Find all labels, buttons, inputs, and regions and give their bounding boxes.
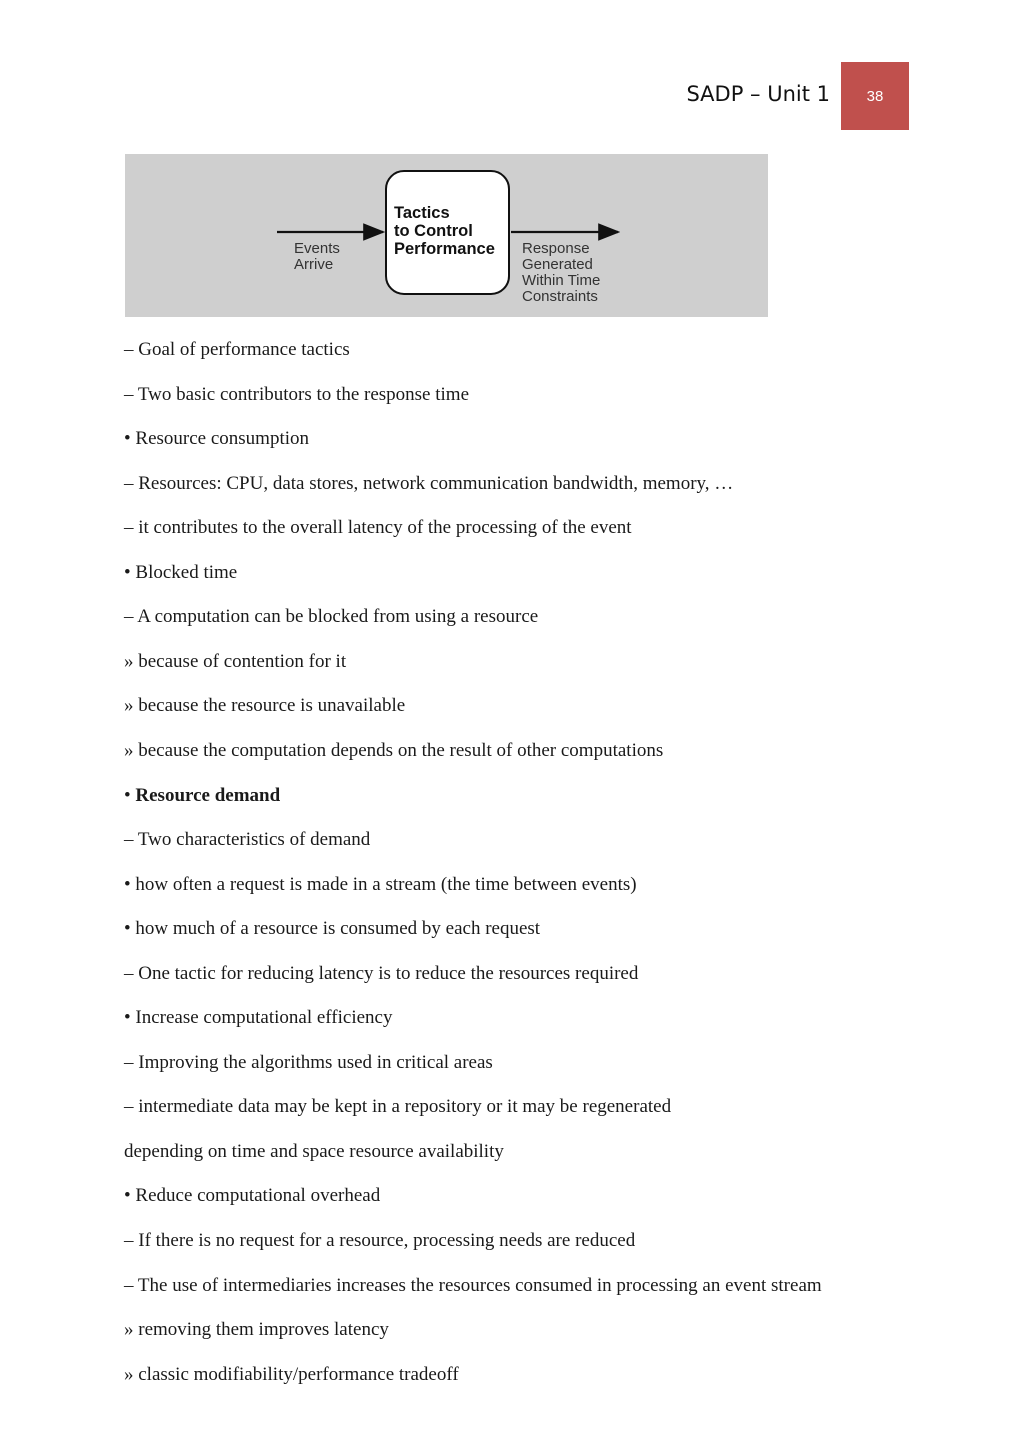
text-line: • how often a request is made in a stream (the time between events)	[124, 873, 637, 895]
output-label	[522, 240, 600, 305]
text-line: • Increase computational efficiency	[124, 1007, 393, 1029]
text-line: – If there is no request for a resource, processing needs are reduced	[124, 1230, 636, 1251]
text-line: – Resources: CPU, data stores, network communication bandwidth, memory, …	[124, 472, 734, 494]
text-line: • how much of a resource is consumed by each request	[124, 918, 541, 940]
text-line: – One tactic for reducing latency is to reduce the resources required	[124, 962, 639, 984]
output-label-line: Within Time	[522, 272, 601, 289]
page-number-badge: 38	[841, 62, 909, 130]
input-label	[294, 240, 340, 273]
header-title: SADP – Unit 1	[686, 82, 830, 106]
box-label-line: Performance	[394, 240, 495, 258]
text-line: » because the computation depends on the result of other computations	[124, 739, 664, 761]
text-line: » classic modifiability/performance tradeoff	[124, 1363, 459, 1385]
text-line: – Two basic contributors to the response time	[124, 383, 470, 405]
text-line: » because the resource is unavailable	[124, 695, 406, 717]
output-label-line: Generated	[522, 256, 593, 273]
performance-tactics-figure	[125, 154, 768, 317]
input-label-line: Arrive	[294, 256, 334, 273]
text-line: – intermediate data may be kept in a repository or it may be regenerated	[124, 1096, 672, 1118]
box-label-line: Tactics	[394, 204, 450, 222]
text-line: » removing them improves latency	[124, 1319, 389, 1341]
text-line: depending on time and space resource availability	[124, 1140, 504, 1162]
text-line: – Two characteristics of demand	[124, 829, 371, 851]
box-label-line: to Control	[394, 222, 473, 240]
text-line: • Blocked time	[124, 561, 238, 583]
text-line: • Resource consumption	[124, 428, 310, 450]
figure-diagram	[125, 154, 768, 317]
input-label-line: Events	[294, 240, 340, 257]
text-line: – it contributes to the overall latency of the processing of the event	[124, 517, 632, 539]
text-line: – The use of intermediaries increases the resources consumed in processing an event stream	[124, 1274, 822, 1296]
bullet-prefix: •	[124, 784, 136, 806]
text-line	[124, 784, 280, 808]
text-line: • Reduce computational overhead	[124, 1185, 381, 1207]
text-line: – Goal of performance tactics	[124, 339, 350, 360]
bold-heading: Resource demand	[135, 784, 281, 806]
text-line: » because of contention for it	[124, 650, 347, 672]
text-line: – A computation can be blocked from using a resource	[124, 606, 539, 628]
text-line: – Improving the algorithms used in critical areas	[124, 1051, 493, 1073]
output-label-line: Response	[522, 240, 590, 257]
output-label-line: Constraints	[522, 288, 598, 305]
